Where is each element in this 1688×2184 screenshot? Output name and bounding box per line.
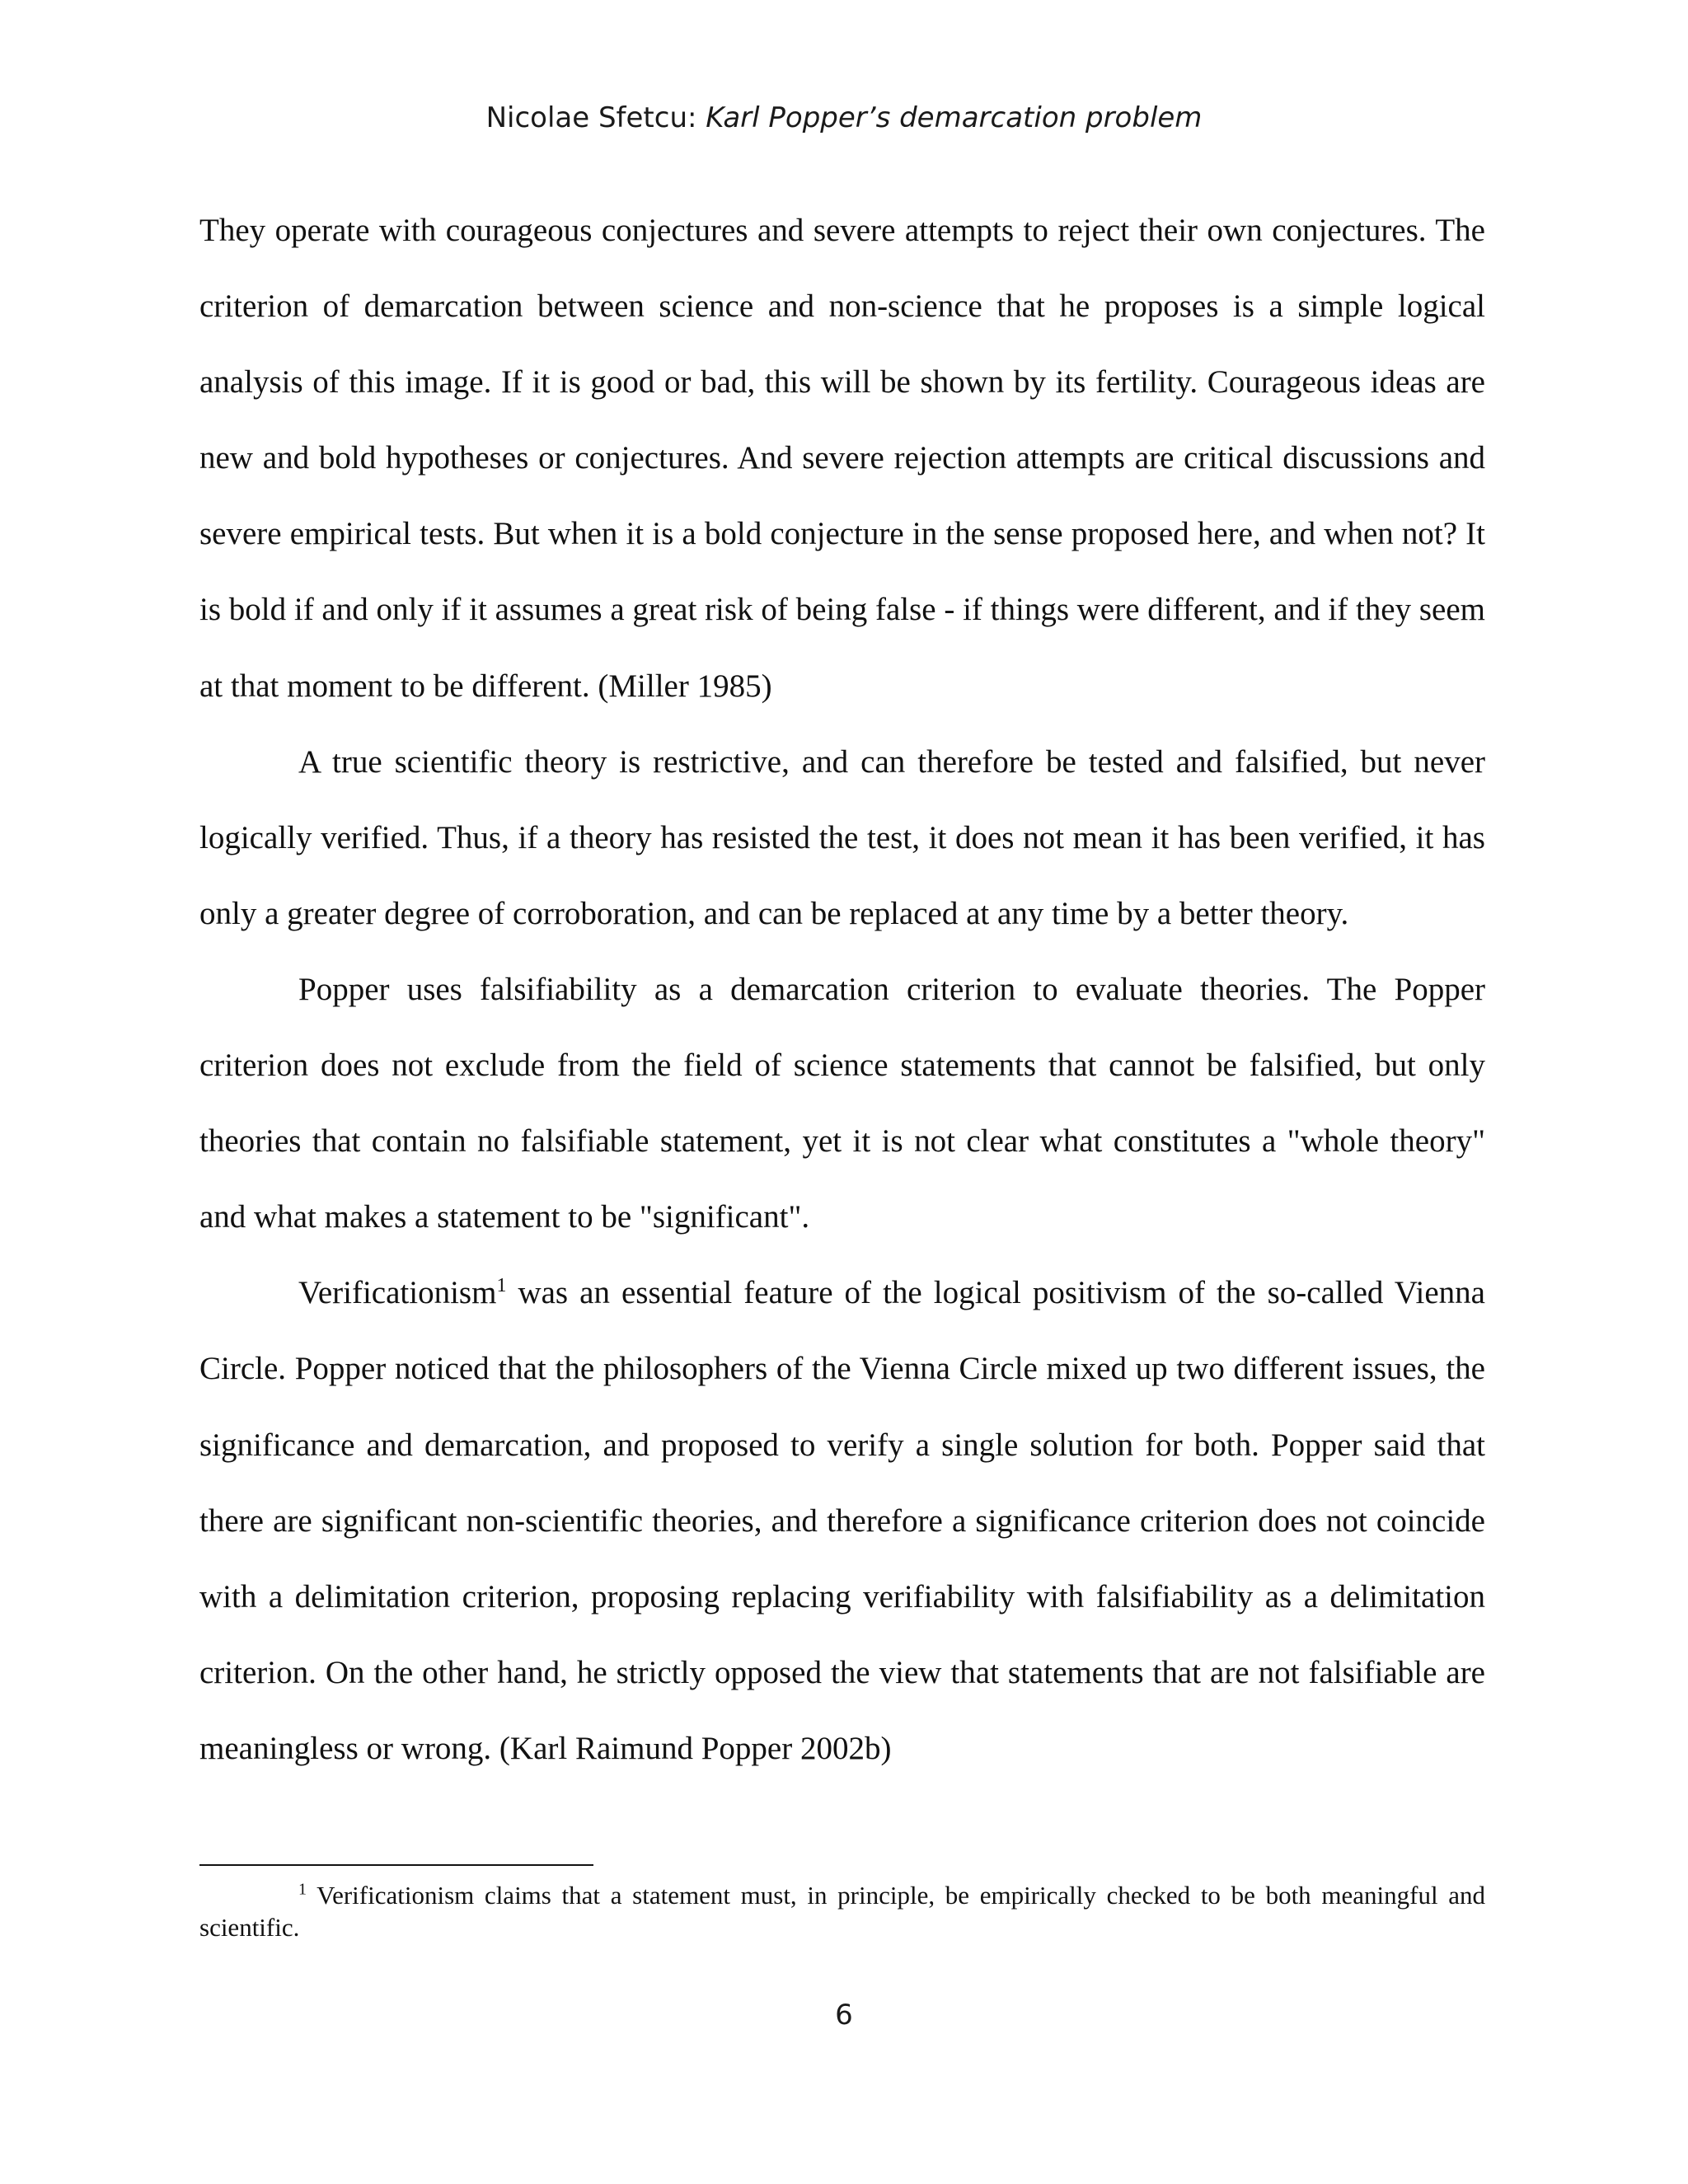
paragraph-4-lead: Verificationism: [298, 1275, 497, 1311]
page-number: 6: [835, 1999, 853, 2032]
running-header: [0, 97, 1688, 138]
footnote-reference[interactable]: 1: [496, 1275, 507, 1297]
header-author: Nicolae Sfetcu:: [485, 101, 706, 134]
paragraph-3: Popper uses falsifiability as a demarcation criterion to evaluate theories. The Popper criterion does not exclude from the field of science statements that cannot be falsified, but only theories that contain no falsifiable statement, yet it is not clear what constitutes a "whole theory" and what makes a statement to be "significant".: [199, 971, 1485, 1235]
header-book-title: Karl Popper’s demarcation problem: [706, 101, 1203, 134]
footnote-text: Verificationism claims that a statement must, in principle, be empirically checked to be both meaningful and scientific.: [199, 1881, 1485, 1942]
footnote-1: [199, 1879, 1485, 1943]
paragraph-2: A true scientific theory is restrictive, and can therefore be tested and falsified, but never logically verified. Thus, if a theory has resisted the test, it does not mean it has been verified, it has only a greater degree of corroboration, and can be replaced at any time by a better theory.: [199, 743, 1485, 931]
paragraph-1: They operate with courageous conjectures and severe attempts to reject their own conjectures. The criterion of demarcation between science and non-science that he proposes is a simple logical analysis of this image. If it is good or bad, this will be shown by its fertility. Courageous ideas are new and bold hypotheses or conjectures. And severe rejection attempts are critical discussions and severe empirical tests. But when it is a bold conjecture in the sense proposed here, and when not? It is bold if and only if it assumes a great risk of being false - if things were different, and if they seem at that moment to be different. (Miller 1985): [199, 213, 1485, 704]
footnote-mark: 1: [298, 1880, 307, 1899]
paragraph-4: [199, 1255, 1485, 1787]
paragraph-4-rest: was an essential feature of the logical positivism of the so-called Vienna Circle. Popper noticed that the philosophers of the Vienna Circle mixed up two different issues, the significance and demarcation, and proposed to verify a single solution for both. Popper said that there are significant non-scientific theories, and therefore a significance criterion does not coincide with a delimitation criterion, proposing replacing verifiability with falsifiability as a delimitation criterion. On the other hand, he strictly opposed the view that statements that are not falsifiable are meaningless or wrong. (Karl Raimund Popper 2002b): [199, 1275, 1485, 1766]
footnote-separator: [199, 1864, 593, 1866]
body-text: [199, 193, 1485, 1787]
